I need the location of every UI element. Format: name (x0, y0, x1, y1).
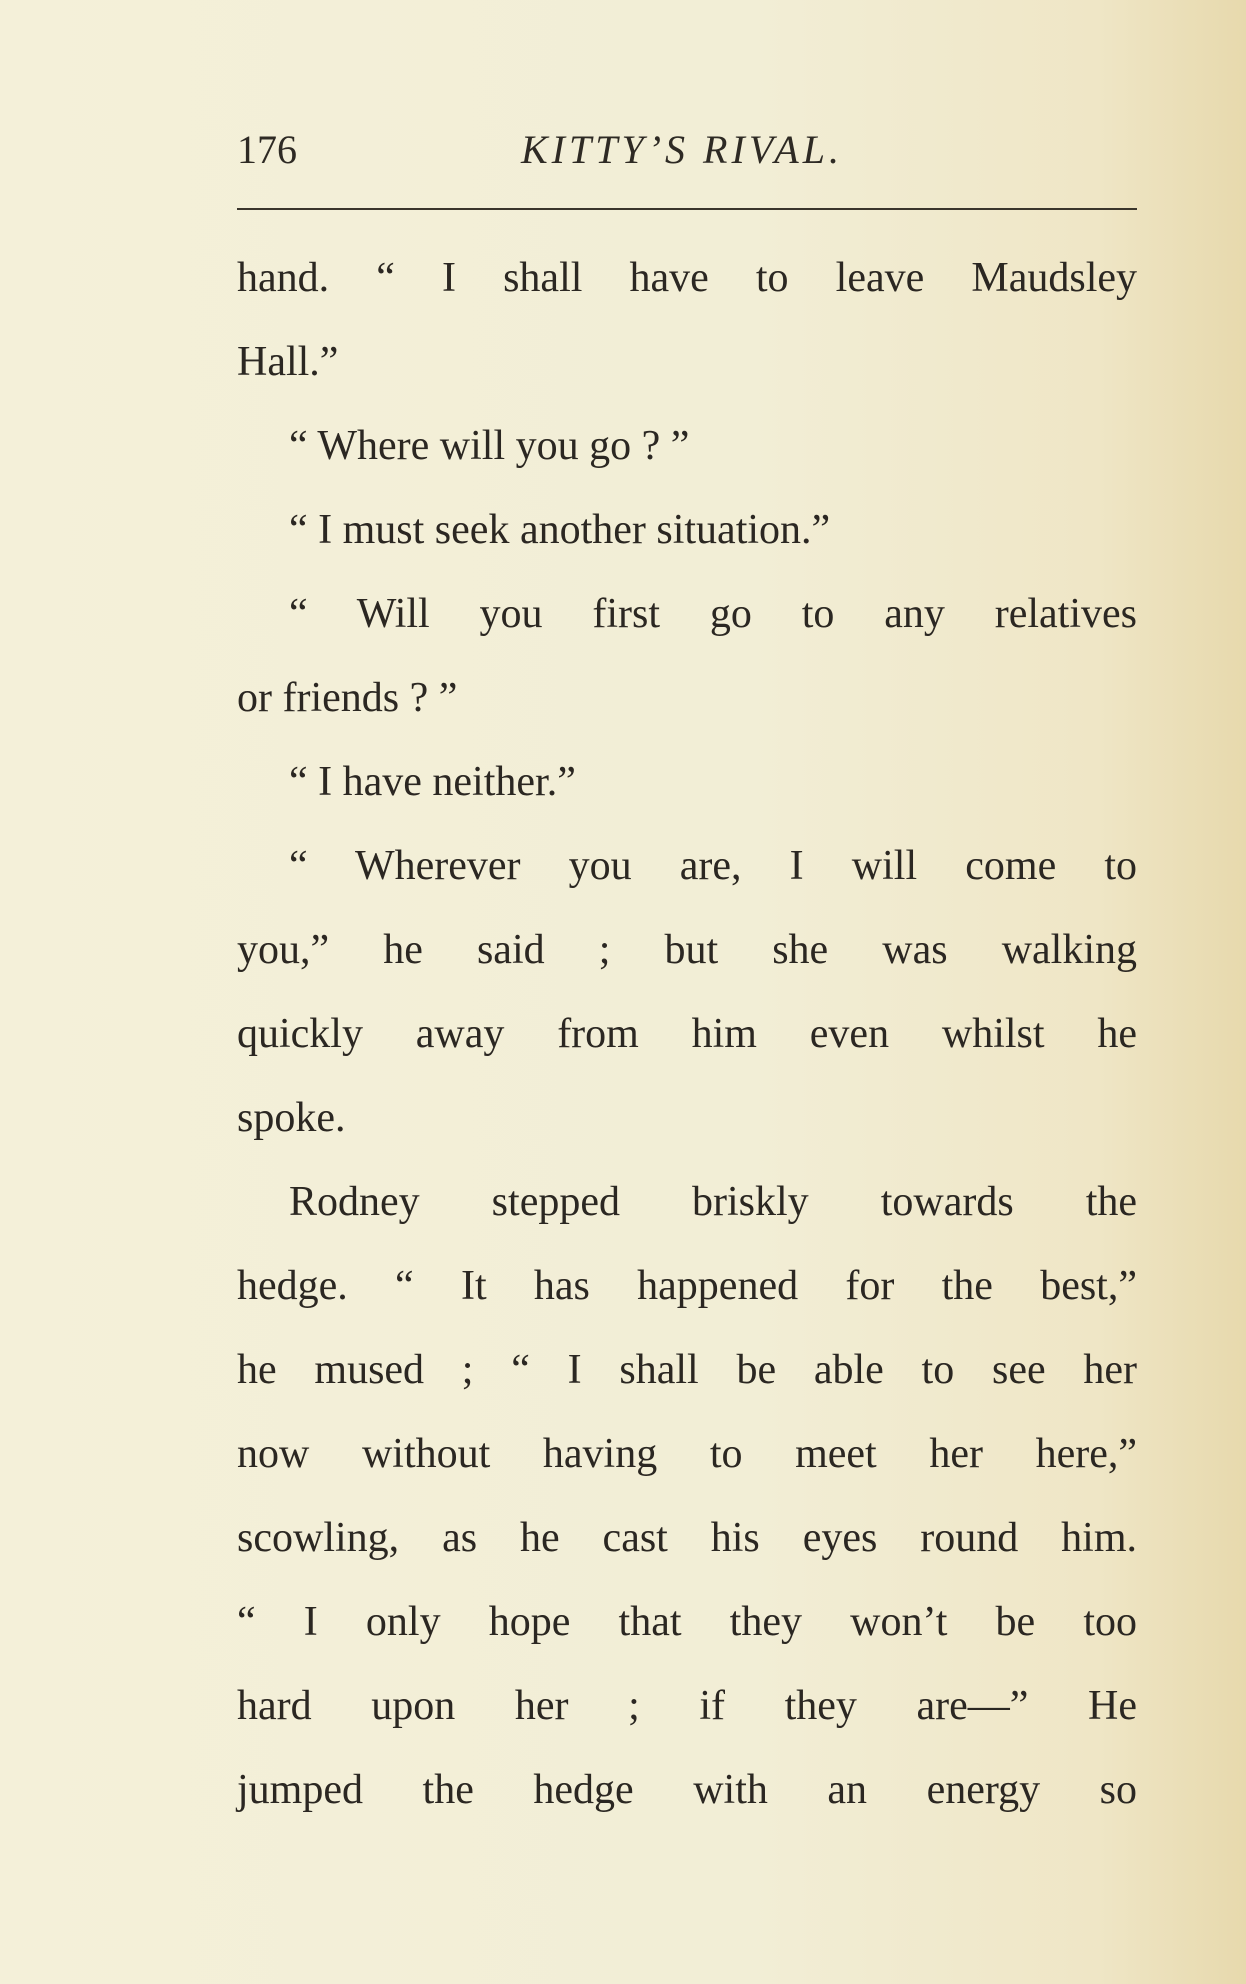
header-rule (237, 208, 1137, 210)
text-line: “ Wherever you are, I will come to (289, 843, 1137, 889)
running-header (237, 126, 1137, 182)
text-line: jumped the hedge with an energy so (237, 1767, 1137, 1813)
text-line: spoke. (237, 1095, 346, 1141)
text-line: he mused ; “ I shall be able to see her (237, 1347, 1137, 1393)
text-line: “ I have neither.” (289, 759, 576, 805)
text-line: or friends ? ” (237, 675, 458, 721)
text-line: Hall.” (237, 339, 339, 385)
text-line: Rodney stepped briskly towards the (289, 1179, 1137, 1225)
page-number: 176 (237, 127, 297, 172)
text-line: quickly away from him even whilst he (237, 1011, 1137, 1057)
text-line: “ Where will you go ? ” (289, 423, 690, 469)
text-line: hard upon her ; if they are—” He (237, 1683, 1137, 1729)
text-line: “ Will you first go to any relatives (289, 591, 1137, 637)
text-line: scowling, as he cast his eyes round him. (237, 1515, 1137, 1561)
text-line: hedge. “ It has happened for the best,” (237, 1263, 1137, 1309)
text-line: hand. “ I shall have to leave Maudsley (237, 255, 1137, 301)
body-text (237, 242, 1137, 1838)
running-title: KITTY’S RIVAL. (521, 127, 843, 172)
text-line: “ I only hope that they won’t be too (237, 1599, 1137, 1645)
text-line: you,” he said ; but she was walking (237, 927, 1137, 973)
text-line: “ I must seek another situation.” (289, 507, 831, 553)
text-line: now without having to meet her here,” (237, 1431, 1137, 1477)
